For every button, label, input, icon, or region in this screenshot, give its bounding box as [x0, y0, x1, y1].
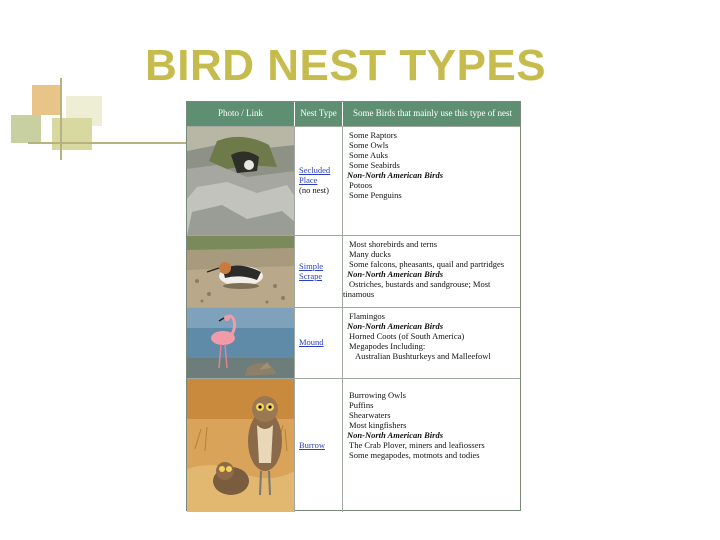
- header-nest-type: Nest Type: [295, 102, 343, 126]
- decorative-square: [52, 118, 92, 150]
- birds-cell: [343, 308, 522, 378]
- nest-type-link[interactable]: Burrow: [299, 439, 325, 450]
- photo-cell[interactable]: [187, 236, 295, 307]
- birds-cell: [343, 127, 522, 235]
- bird-item: Some Auks: [349, 149, 388, 160]
- bird-item: Many ducks: [349, 248, 391, 259]
- non-north-american-label: Non-North American Birds: [347, 169, 444, 180]
- bird-item: Some Owls: [349, 139, 389, 150]
- slide-title: BIRD NEST TYPES: [145, 41, 547, 90]
- decorative-line: [60, 78, 62, 160]
- photo-cell[interactable]: [187, 308, 295, 378]
- bird-item: Horned Coots (of South America): [349, 330, 465, 341]
- photo-cell[interactable]: [187, 379, 295, 512]
- non-north-american-label: Non-North American Birds: [347, 268, 444, 279]
- bird-item: Some Raptors: [349, 130, 397, 140]
- decorative-line: [28, 142, 188, 144]
- bird-item: Some Penguins: [349, 189, 402, 200]
- non-north-american-label: Non-North American Birds: [347, 320, 444, 331]
- nest-type-cell: [295, 127, 343, 235]
- table-row: [187, 126, 520, 235]
- bird-item: Potoos: [349, 179, 373, 190]
- nest-type-link[interactable]: Simple Scrape: [299, 260, 324, 281]
- avocet-on-scrape-photo-icon[interactable]: [187, 236, 295, 307]
- table-header: [187, 102, 520, 126]
- bird-item: Shearwaters: [349, 409, 391, 420]
- bird-item: tinamous: [343, 288, 375, 299]
- bird-item: Burrowing Owls: [349, 390, 406, 400]
- bird-item: Most shorebirds and terns: [349, 239, 438, 249]
- nest-type-link[interactable]: Secluded Place: [299, 165, 331, 186]
- flamingo-in-water-photo-icon[interactable]: [187, 308, 295, 378]
- header-birds: Some Birds that mainly use this type of nest: [353, 108, 512, 119]
- nest-type-note: (no nest): [299, 184, 329, 195]
- rocky-cliff-nest-photo-icon[interactable]: [187, 127, 295, 235]
- bird-item: Megapodes Including:: [349, 340, 426, 351]
- table-row: [187, 307, 520, 378]
- bird-item: Puffins: [349, 399, 374, 410]
- bird-item: Ostriches, bustards and sandgrouse; Most: [349, 278, 491, 289]
- nest-type-cell: [295, 236, 343, 307]
- bird-item: The Crab Plover, miners and leafiossers: [349, 439, 485, 450]
- table-row: [187, 235, 520, 307]
- decorative-square: [32, 85, 62, 115]
- bird-item: Australian Bushturkeys and Malleefowl: [355, 350, 491, 361]
- header-photo-link: Photo / Link: [187, 102, 295, 126]
- bird-item: Most kingfishers: [349, 419, 407, 430]
- photo-cell[interactable]: [187, 127, 295, 235]
- bird-item: Some megapodes, motmots and todies: [349, 449, 480, 460]
- birds-cell: [343, 379, 522, 512]
- non-north-american-label: Non-North American Birds: [347, 429, 444, 440]
- nest-type-cell: [295, 308, 343, 378]
- bird-item: Some falcons, pheasants, quail and partridges: [349, 258, 505, 269]
- table-row: [187, 378, 520, 512]
- bird-item: Some Seabirds: [349, 159, 400, 170]
- decorative-square: [11, 115, 41, 143]
- nest-types-table: [186, 101, 521, 511]
- nest-type-link[interactable]: Mound: [299, 337, 324, 348]
- birds-cell: [343, 236, 522, 307]
- bird-item: Flamingos: [349, 311, 385, 321]
- burrowing-owls-photo-icon[interactable]: [187, 379, 295, 512]
- nest-type-cell: [295, 379, 343, 512]
